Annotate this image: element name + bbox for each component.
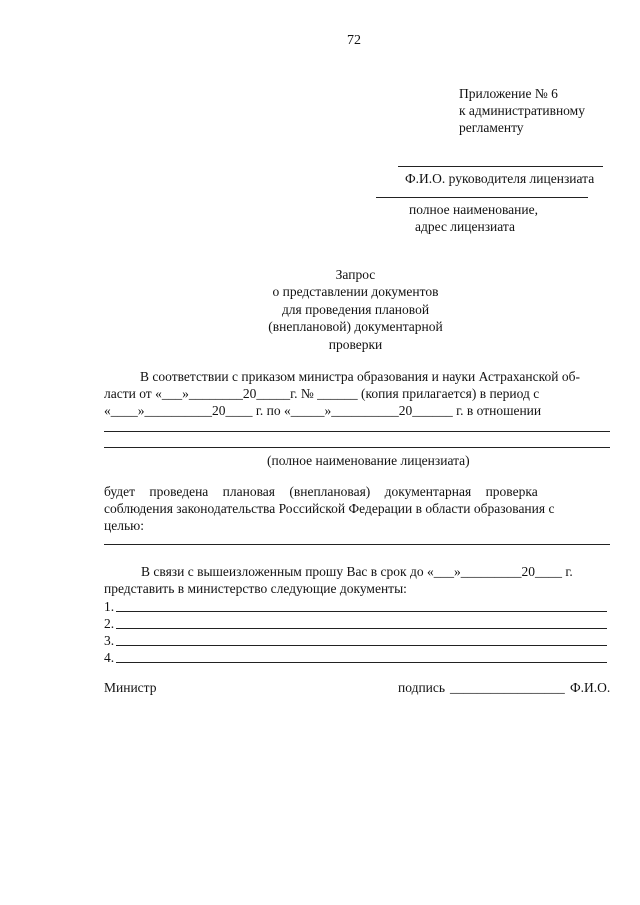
title-line-3: для проведения плановой: [281, 302, 430, 317]
signature-role: Министр: [104, 680, 157, 695]
licensee-caption: (полное наименование лицензиата): [267, 453, 470, 468]
signature-blank: _________________: [450, 680, 565, 695]
signature-label: подпись: [398, 680, 446, 695]
title-line-2: о представлении документов: [272, 284, 439, 299]
para2-line-1: будет проведена плановая (внеплановая) документарная проверка: [104, 484, 538, 499]
list-item-number: 2.: [104, 616, 115, 631]
para1-line-1: В соответствии с приказом министра образования и науки Астраханской об-: [140, 369, 580, 384]
list-item-line: [116, 662, 607, 663]
title-line-1: Запрос: [335, 267, 376, 282]
list-item-line: [116, 645, 607, 646]
title-line-5: проверки: [328, 337, 383, 352]
list-item-number: 4.: [104, 650, 115, 665]
para2-line-3: целью:: [104, 518, 144, 533]
appendix-line-1: Приложение № 6: [459, 86, 558, 101]
appendix-line-2: к административному: [459, 103, 585, 118]
list-item-line: [116, 611, 607, 612]
para2-line-2: соблюдения законодательства Российской Федерации в области образования с: [104, 501, 555, 516]
appendix-line-3: регламенту: [459, 120, 524, 135]
signature-name-label: Ф.И.О.: [570, 680, 611, 695]
blank-line-1: [104, 431, 610, 432]
org-label-2: адрес лицензиата: [415, 219, 515, 234]
org-name-line: [376, 197, 588, 198]
purpose-line: [104, 544, 610, 545]
list-item-number: 3.: [104, 633, 115, 648]
para3-line-2: представить в министерство следующие документы:: [104, 581, 407, 596]
org-label-1: полное наименование,: [409, 202, 538, 217]
page-number: 72: [347, 33, 361, 48]
blank-line-2: [104, 447, 610, 448]
para1-line-3: «____»__________20____ г. по «_____»__________20______ г. в отношении: [104, 403, 542, 418]
para3-line-1: В связи с вышеизложенным прошу Вас в срок до «___»_________20____ г.: [141, 564, 573, 579]
list-item-line: [116, 628, 607, 629]
list-item-number: 1.: [104, 599, 115, 614]
head-name-label: Ф.И.О. руководителя лицензиата: [405, 171, 595, 186]
title-line-4: (внеплановой) документарной: [268, 319, 443, 334]
head-name-line: [398, 166, 603, 167]
para1-line-2: ласти от «___»________20_____г. № ______ (копия прилагается) в период с: [104, 386, 540, 401]
